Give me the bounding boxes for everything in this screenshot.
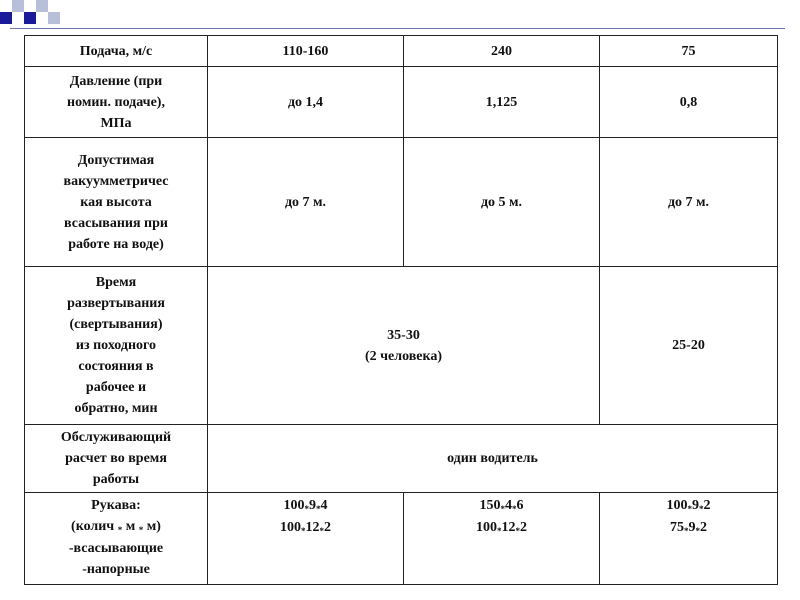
hoses-label-line: -напорные xyxy=(82,562,150,577)
table-row xyxy=(25,267,778,425)
hose-value: 12 xyxy=(501,520,516,535)
table-row xyxy=(25,138,778,267)
header-rule xyxy=(10,28,785,29)
hose-value: 75 xyxy=(670,520,684,535)
row-label-suction-height: Допустимая вакуумметричес кая высота всасывания при работе на воде) xyxy=(25,138,208,267)
hoses-label-line: (колич xyxy=(71,519,115,534)
hoses-label-line: м) xyxy=(146,519,161,534)
hose-value: 9 xyxy=(309,498,316,513)
table-cell: 25-20 xyxy=(600,267,778,425)
specification-table xyxy=(24,35,778,585)
multiply-sign: * xyxy=(304,504,309,514)
table-row xyxy=(25,425,778,493)
table-row xyxy=(25,67,778,138)
row-label-hoses xyxy=(25,493,208,585)
hose-value: 9 xyxy=(688,520,696,535)
multiply-sign: * xyxy=(695,526,700,536)
multiply-sign: * xyxy=(138,525,144,535)
hoses-cell xyxy=(600,493,778,585)
table-cell: 1,125 xyxy=(404,67,600,138)
table-cell: 240 xyxy=(404,36,600,67)
merged-cell: 35-30 (2 человека) xyxy=(208,267,600,425)
multiply-sign: * xyxy=(319,526,324,536)
multiply-sign: * xyxy=(512,504,517,514)
row-label-pressure: Давление (при номин. подаче), МПа xyxy=(25,67,208,138)
hose-value: 100 xyxy=(283,498,305,513)
decoration-square xyxy=(12,0,24,12)
row-label-crew: Обслуживающий расчет во время работы xyxy=(25,425,208,493)
hose-value: 6 xyxy=(516,498,524,513)
hose-value: 2 xyxy=(703,498,711,513)
multiply-sign: * xyxy=(687,504,692,514)
decoration-square xyxy=(36,0,48,12)
hoses-label-line: -всасывающие xyxy=(68,541,164,556)
multiply-sign: * xyxy=(699,504,704,514)
table-row xyxy=(25,36,778,67)
hoses-label-line: Рукава: xyxy=(91,498,141,513)
hose-value: 100 xyxy=(476,520,497,535)
multiply-sign: * xyxy=(316,504,321,514)
hose-value: 2 xyxy=(324,520,331,535)
hoses-label-line: м xyxy=(125,519,136,534)
table-cell: 0,8 xyxy=(600,67,778,138)
table-cell: до 7 м. xyxy=(600,138,778,267)
multiply-sign: * xyxy=(684,526,689,536)
hoses-cell xyxy=(208,493,404,585)
hose-value: 2 xyxy=(700,520,707,535)
table-cell: 110-160 xyxy=(208,36,404,67)
multiply-sign: * xyxy=(301,526,306,536)
hose-value: 4 xyxy=(320,498,328,513)
row-label-feed: Подача, м/с xyxy=(25,36,208,67)
hose-value: 100 xyxy=(666,498,688,513)
table-cell: до 7 м. xyxy=(208,138,404,267)
hose-value: 2 xyxy=(520,520,527,535)
hose-value: 9 xyxy=(692,498,699,513)
table-row xyxy=(25,493,778,585)
hose-value: 4 xyxy=(505,498,512,513)
multiply-sign: * xyxy=(497,526,502,536)
multiply-sign: * xyxy=(117,525,123,535)
table-cell: 75 xyxy=(600,36,778,67)
slide-decoration xyxy=(0,0,72,36)
multiply-sign: * xyxy=(500,504,505,514)
hose-value: 100 xyxy=(280,520,301,535)
decoration-square xyxy=(24,12,36,24)
table-cell: до 1,4 xyxy=(208,67,404,138)
merged-cell: один водитель xyxy=(208,425,778,493)
decoration-square xyxy=(0,12,12,24)
hose-value: 12 xyxy=(305,520,320,535)
decoration-square xyxy=(48,12,60,24)
hoses-cell xyxy=(404,493,600,585)
table-cell: до 5 м. xyxy=(404,138,600,267)
row-label-deploy-time: Время развертывания (свертывания) из походного состояния в рабочее и обратно, мин xyxy=(25,267,208,425)
hose-value: 150 xyxy=(479,498,501,513)
multiply-sign: * xyxy=(515,526,520,536)
